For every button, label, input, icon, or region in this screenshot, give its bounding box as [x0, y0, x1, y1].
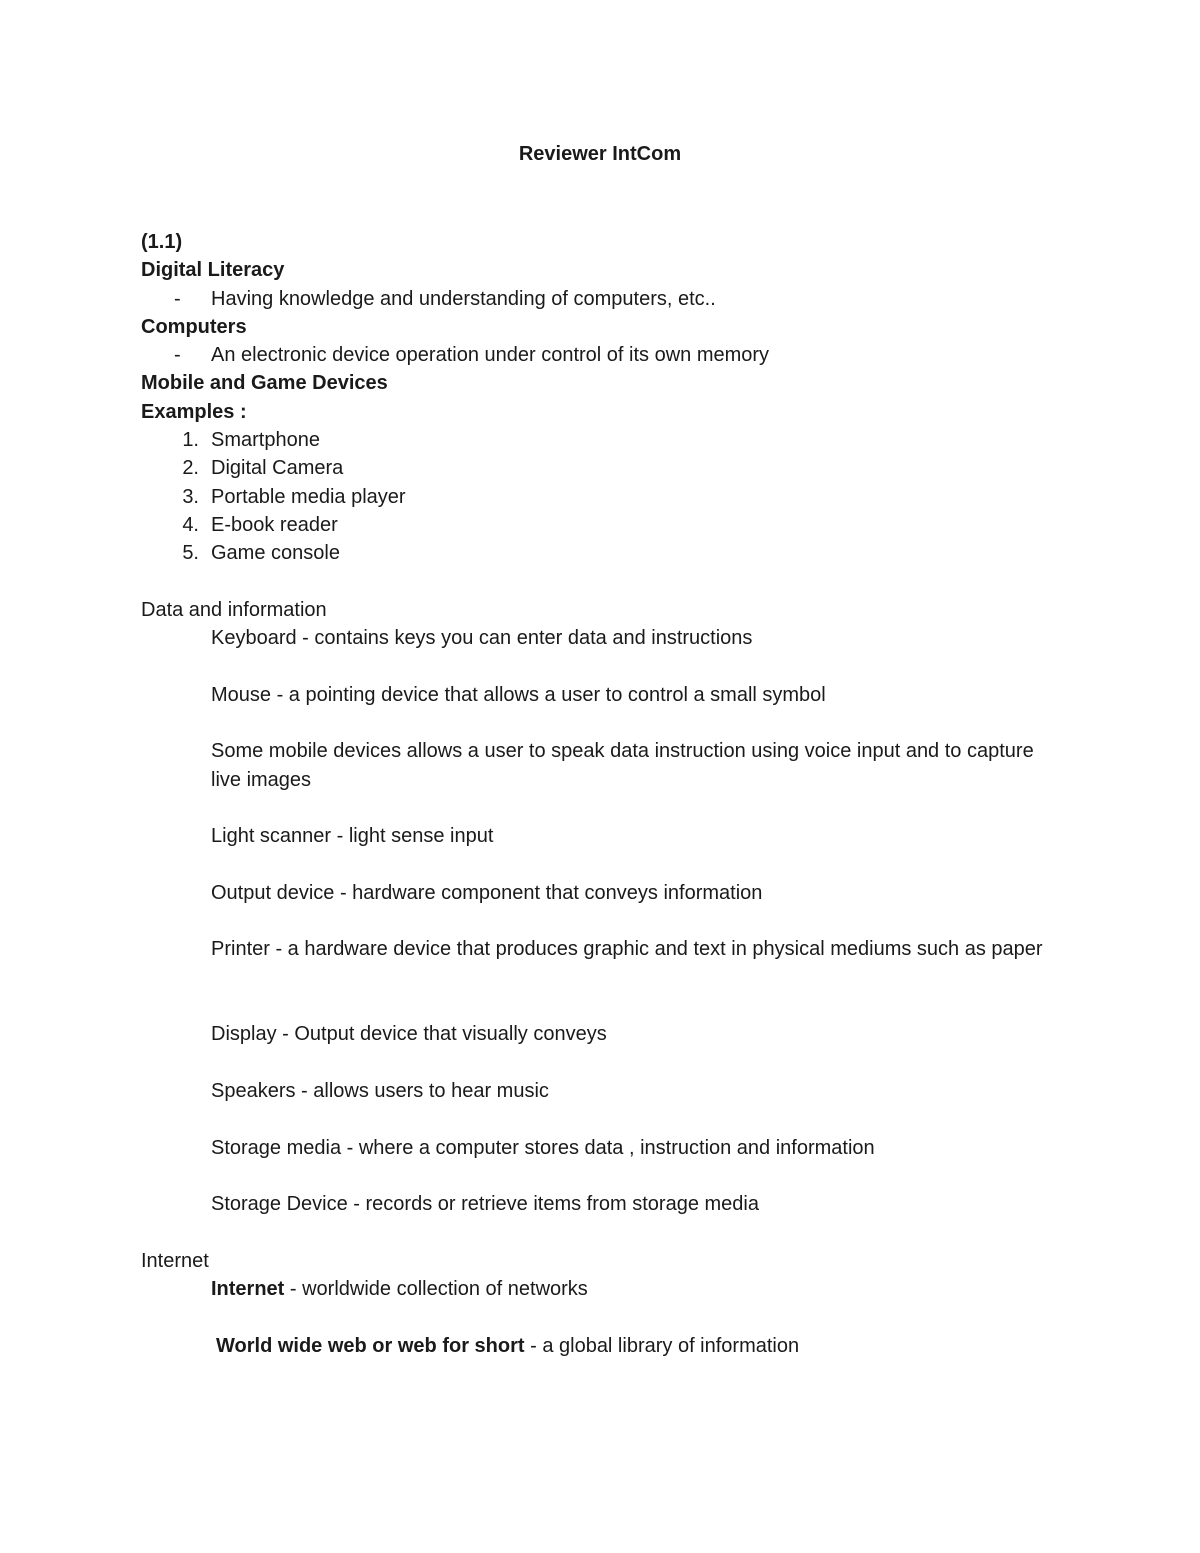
data-entry: Storage media - where a computer stores data , instruction and information	[211, 1136, 875, 1159]
list-item-text: Smartphone	[211, 429, 320, 452]
internet-entry	[141, 1275, 1061, 1303]
internet-definition: - a global library of information	[524, 1334, 800, 1357]
mobile-heading: Mobile and Game Devices	[141, 372, 388, 395]
internet-heading: Internet	[141, 1249, 209, 1272]
internet-entry	[141, 1332, 1061, 1360]
list-item	[141, 483, 1061, 511]
list-number: 5.	[182, 542, 199, 565]
section-number: (1.1)	[141, 231, 183, 253]
bullet-text: Having knowledge and understanding of computers, etc..	[211, 287, 716, 310]
data-entry: Keyboard - contains keys you can enter data and instructions	[211, 627, 753, 650]
spacer	[141, 1162, 1061, 1190]
data-entry: Storage Device - records or retrieve items from storage media	[211, 1193, 759, 1216]
list-item	[141, 511, 1061, 539]
bullet-marker: -	[174, 344, 181, 367]
data-info-heading: Data and information	[141, 598, 327, 621]
computers-bullet	[141, 341, 1061, 369]
data-entry: Printer - a hardware device that produces graphic and text in physical mediums such as paper	[211, 938, 1043, 961]
spacer	[141, 851, 1061, 879]
computers-heading: Computers	[141, 315, 247, 338]
spacer	[141, 652, 1061, 680]
list-item-text: Digital Camera	[211, 457, 344, 480]
list-item	[141, 426, 1061, 454]
spacer	[141, 1105, 1061, 1133]
list-number: 3.	[182, 485, 199, 508]
examples-label: Examples :	[141, 400, 247, 423]
list-number: 2.	[182, 457, 199, 480]
internet-definition: - worldwide collection of networks	[284, 1277, 588, 1300]
spacer	[141, 568, 1061, 596]
spacer	[141, 1303, 1061, 1331]
document-body	[141, 228, 1061, 1360]
list-number: 1.	[182, 429, 199, 452]
document-title: Reviewer IntCom	[518, 143, 682, 165]
spacer	[141, 709, 1061, 737]
data-entry: Mouse - a pointing device that allows a user to control a small symbol	[211, 683, 826, 706]
list-item-text: E-book reader	[211, 513, 338, 536]
list-item	[141, 539, 1061, 567]
list-number: 4.	[182, 513, 199, 536]
data-entry: Display - Output device that visually conveys	[211, 1023, 607, 1046]
bullet-marker: -	[174, 287, 181, 310]
bullet-text: An electronic device operation under control of its own memory	[211, 344, 770, 367]
list-item-text: Game console	[211, 542, 340, 565]
internet-term: Internet	[211, 1277, 285, 1300]
digital-literacy-bullet	[141, 285, 1061, 313]
list-item-text: Portable media player	[211, 485, 406, 508]
internet-term: World wide web or web for short	[216, 1334, 525, 1357]
data-entry: Output device - hardware component that conveys information	[211, 881, 763, 904]
data-entry: Some mobile devices allows a user to speak data instruction using voice input and to capture live images	[211, 740, 1034, 791]
data-entry: Light scanner - light sense input	[211, 825, 494, 848]
spacer	[141, 907, 1061, 935]
data-entry: Speakers - allows users to hear music	[211, 1079, 549, 1102]
spacer	[141, 1049, 1061, 1077]
spacer	[141, 794, 1061, 822]
spacer	[141, 992, 1061, 1020]
spacer	[141, 1218, 1061, 1246]
digital-literacy-heading: Digital Literacy	[141, 259, 285, 282]
list-item	[141, 454, 1061, 482]
